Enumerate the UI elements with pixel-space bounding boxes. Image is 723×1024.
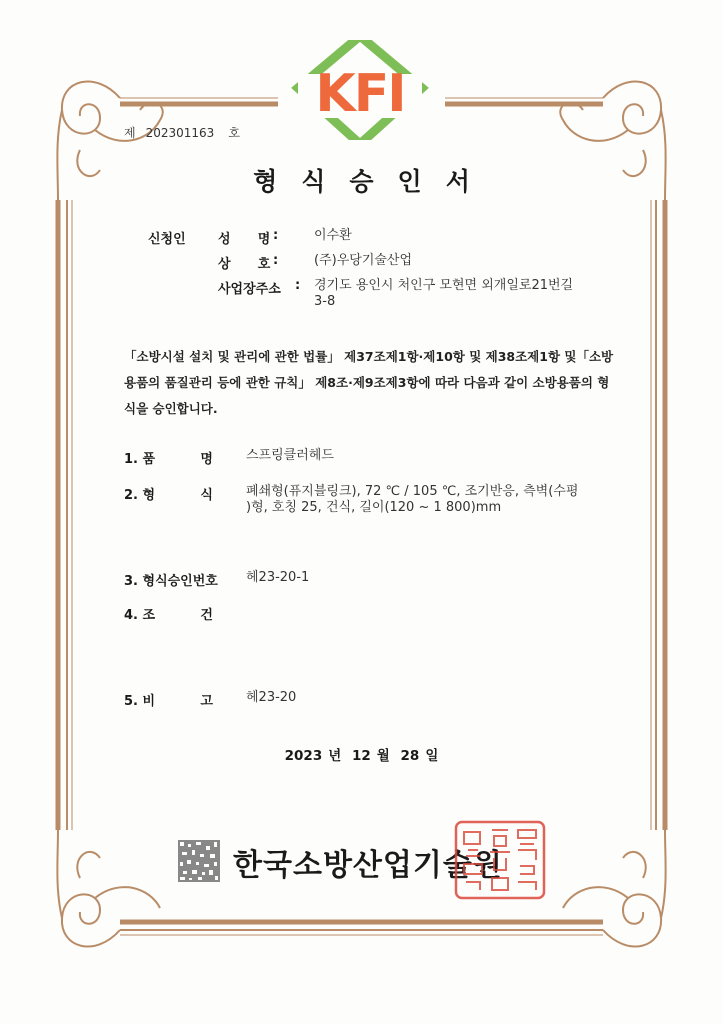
date-year-unit: 년 bbox=[328, 748, 342, 764]
item-3-label: 3. 형식승인번호 bbox=[124, 574, 218, 589]
certificate-number bbox=[124, 124, 240, 141]
address-line-1: 경기도 용인시 처인구 모현면 외개일로21번길 bbox=[314, 278, 574, 293]
official-seal-icon bbox=[454, 820, 546, 900]
name-colon: : bbox=[273, 228, 279, 243]
product-name: 스프링클러헤드 bbox=[246, 448, 334, 463]
logo-text: KFI bbox=[315, 64, 405, 124]
date-day-unit: 일 bbox=[425, 748, 439, 764]
product-type bbox=[246, 484, 646, 516]
applicant-label: 신청인 bbox=[148, 232, 186, 247]
date-month-unit: 월 bbox=[376, 748, 390, 764]
item-1-label: 1. 품 명 bbox=[124, 452, 213, 467]
type-line-2: )형, 호칭 25, 건식, 길이(120 ~ 1 800)mm bbox=[246, 500, 502, 515]
remarks: 헤23-20 bbox=[246, 690, 297, 705]
applicant-name: 이수환 bbox=[314, 228, 352, 243]
page-title: 형식승인서 bbox=[253, 167, 494, 196]
statement-line-3: 식을 승인합니다. bbox=[124, 401, 218, 416]
kfi-logo bbox=[290, 40, 430, 140]
address-line-2: 3-8 bbox=[314, 294, 336, 309]
company-label: 상 호 bbox=[218, 257, 271, 272]
qr-code-icon bbox=[178, 840, 220, 882]
cert-no-prefix: 제 bbox=[124, 126, 136, 140]
company-name: (주)우당기술산업 bbox=[314, 253, 413, 268]
item-5-label: 5. 비 고 bbox=[124, 694, 213, 709]
cert-no-value: 202301163 bbox=[145, 126, 215, 140]
approval-number: 헤23-20-1 bbox=[246, 570, 310, 585]
business-address bbox=[314, 278, 573, 310]
item-4-label: 4. 조 건 bbox=[124, 608, 213, 623]
approval-statement bbox=[124, 344, 614, 422]
statement-line-1: 「소방시설 설치 및 관리에 관한 법률」 제37조제1항·제10항 및 제38조제1항 및「소방 bbox=[124, 349, 614, 364]
address-label: 사업장주소 bbox=[218, 282, 281, 297]
date-month: 12 bbox=[351, 748, 371, 764]
date-day: 28 bbox=[400, 748, 420, 764]
name-label: 성 명 bbox=[218, 232, 271, 247]
date-year: 2023 bbox=[284, 748, 323, 764]
cert-no-suffix: 호 bbox=[228, 126, 240, 140]
item-2-label: 2. 형 식 bbox=[124, 488, 213, 503]
statement-line-2: 용품의 품질관리 등에 관한 규칙」 제8조·제9조제3항에 따라 다음과 같이 소방용품의 형 bbox=[124, 375, 610, 390]
company-colon: : bbox=[273, 253, 279, 268]
type-line-1: 폐쇄형(퓨지블링크), 72 ℃ / 105 ℃, 조기반응, 측벽(수평 bbox=[246, 484, 579, 499]
issuer-name: 한국소방산업기술원 bbox=[233, 848, 503, 883]
address-colon: : bbox=[295, 278, 301, 293]
issue-date bbox=[0, 744, 723, 764]
